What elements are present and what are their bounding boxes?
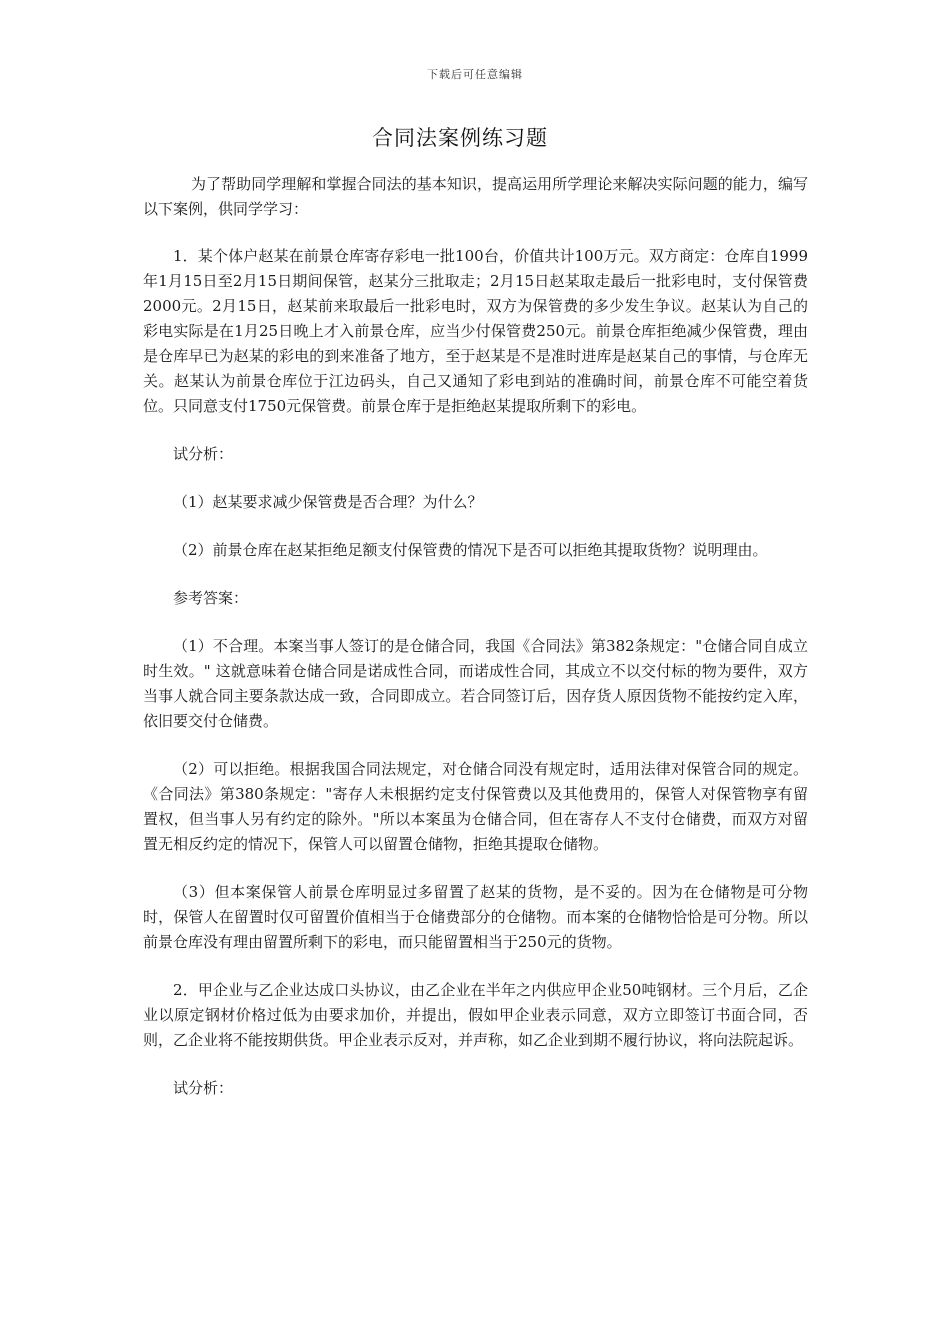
header-note: 下载后可任意编辑 bbox=[427, 68, 523, 81]
case-1-answer-1: （1）不合理。本案当事人签订的是仓储合同，我国《合同法》第382条规定："仓储合同自成立时生效。" 这就意味着仓储合同是诺成性合同，而诺成性合同，其成立不以交付标的物为要件，双方当事人就合同主要条款达成一致，合同即成立。若合同签订后，因存货人原因货物不能按约定入库，依旧要交付仓储费。 bbox=[143, 637, 808, 730]
case-1-analysis-label: 试分析： bbox=[173, 445, 234, 463]
intro-paragraph: 为了帮助同学理解和掌握合同法的基本知识，提高运用所学理论来解决实际问题的能力，编写以下案例，供同学学习： bbox=[143, 175, 808, 218]
case-1-answer-2: （2）可以拒绝。根据我国合同法规定，对仓储合同没有规定时，适用法律对保管合同的规定。《合同法》第380条规定："寄存人未根据约定支付保管费以及其他费用的，保管人对保管物享有留置权，但当事人另有约定的除外。"所以本案虽为仓储合同，但在寄存人不支付仓储费，而双方对留置无相反约定的情况下，保管人可以留置仓储物，拒绝其提取仓储物。 bbox=[143, 760, 808, 853]
document-body bbox=[143, 172, 808, 1124]
case-2-paragraph: 2．甲企业与乙企业达成口头协议，由乙企业在半年之内供应甲企业50吨钢材。三个月后，乙企业以原定钢材价格过低为由要求加价，并提出，假如甲企业表示同意，双方立即签订书面合同，否则，乙企业将不能按期供货。甲企业表示反对，并声称，如乙企业到期不履行协议，将向法院起诉。 bbox=[143, 981, 808, 1049]
case-1-question-1: （1）赵某要求减少保管费是否合理？为什么？ bbox=[173, 493, 483, 511]
case-1-answer-3: （3）但本案保管人前景仓库明显过多留置了赵某的货物，是不妥的。因为在仓储物是可分物时，保管人在留置时仅可留置价值相当于仓储费部分的仓储物。而本案的仓储物恰恰是可分物。所以前景仓库没有理由留置所剩下的彩电，而只能留置相当于250元的货物。 bbox=[143, 883, 808, 951]
case-2-analysis-label: 试分析： bbox=[173, 1079, 234, 1097]
case-1-paragraph: 1．某个体户赵某在前景仓库寄存彩电一批100台，价值共计100万元。双方商定：仓库自1999年1月15日至2月15日期间保管，赵某分三批取走；2月15日赵某取走最后一批彩电时，支付保管费2000元。2月15日，赵某前来取最后一批彩电时，双方为保管费的多少发生争议。赵某认为自己的彩电实际是在1月25日晚上才入前景仓库，应当少付保管费250元。前景仓库拒绝减少保管费，理由是仓库早已为赵某的彩电的到来准备了地方，至于赵某是不是准时进库是赵某自己的事情，与仓库无关。赵某认为前景仓库位于江边码头，自己又通知了彩电到站的准确时间，前景仓库不可能空着货位。只同意支付1750元保管费。前景仓库于是拒绝赵某提取所剩下的彩电。 bbox=[143, 247, 808, 415]
case-1-answer-label: 参考答案： bbox=[173, 589, 249, 607]
case-1-question-2: （2）前景仓库在赵某拒绝足额支付保管费的情况下是否可以拒绝其提取货物？说明理由。 bbox=[173, 541, 768, 559]
document-title: 合同法案例练习题 bbox=[372, 126, 548, 150]
